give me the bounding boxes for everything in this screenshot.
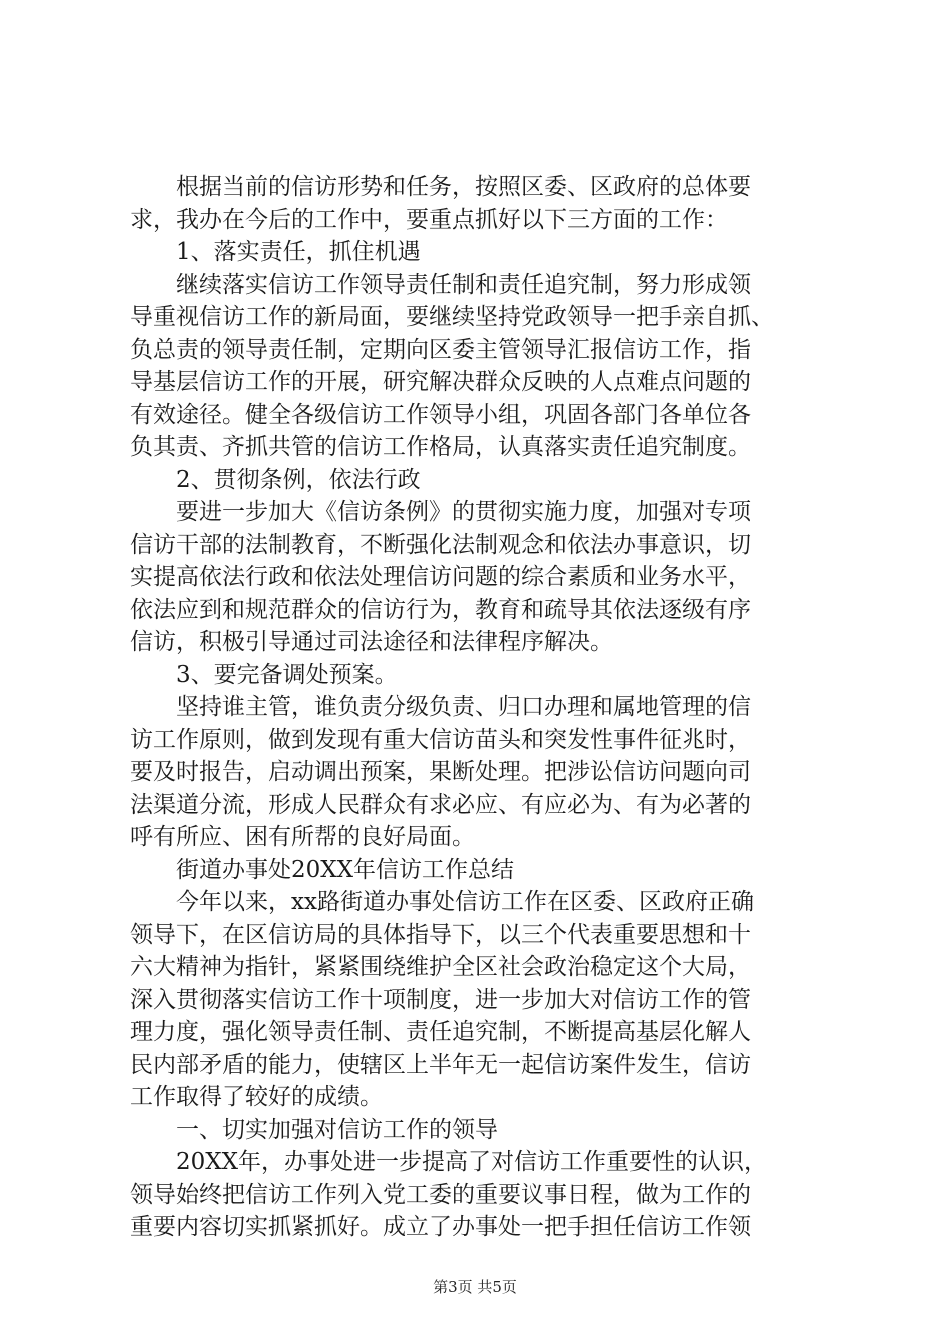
text-line: 要及时报告，启动调出预案，果断处理。把涉讼信访问题向司 (130, 759, 751, 785)
document-body (130, 171, 830, 1244)
text-line: 重要内容切实抓紧抓好。成立了办事处一把手担任信访工作领 (130, 1214, 751, 1240)
text-line: 20XX年，办事处进一步提高了对信访工作重要性的认识， (130, 1149, 768, 1175)
text-line: 街道办事处20XX年信访工作总结 (130, 856, 515, 883)
text-line: 3、要完备调处预案。 (130, 661, 398, 688)
text-line: 根据当前的信访形势和任务，按照区委、区政府的总体要 (130, 174, 751, 200)
text-line: 继续落实信访工作领导责任制和责任追究制，努力形成领 (130, 271, 751, 298)
text-line: 2、贯彻条例，依法行政 (130, 466, 421, 493)
text-line: 今年以来，xx路街道办事处信访工作在区委、区政府正确 (130, 889, 754, 915)
text-line: 有效途径。健全各级信访工作领导小组，巩固各部门各单位各 (130, 401, 751, 428)
text-line: 领导始终把信访工作列入党工委的重要议事日程，做为工作的 (130, 1181, 751, 1208)
text-line: 深入贯彻落实信访工作十项制度，进一步加大对信访工作的管 (130, 986, 751, 1013)
text-line: 工作取得了较好的成绩。 (130, 1084, 383, 1110)
text-line: 理力度，强化领导责任制、责任追究制，不断提高基层化解人 (130, 1019, 751, 1045)
text-line: 六大精神为指针，紧紧围绕维护全区社会政治稳定这个大局， (130, 954, 751, 980)
text-line: 实提高依法行政和依法处理信访问题的综合素质和业务水平， (130, 564, 751, 590)
text-line: 导基层信访工作的开展，研究解决群众反映的人点难点问题的 (130, 369, 751, 395)
page-footer: 第3页 共5页 (433, 1278, 517, 1296)
text-line: 呼有所应、困有所帮的良好局面。 (130, 824, 475, 850)
text-line: 信访，积极引导通过司法途径和法律程序解决。 (130, 629, 613, 655)
text-line: 访工作原则，做到发现有重大信访苗头和突发性事件征兆时， (130, 726, 751, 753)
text-line: 求，我办在今后的工作中，要重点抓好以下三方面的工作： (130, 206, 728, 233)
text-line: 依法应到和规范群众的信访行为，教育和疏导其依法逐级有序 (130, 596, 751, 623)
text-line: 法渠道分流，形成人民群众有求必应、有应必为、有为必著的 (130, 791, 751, 818)
text-line: 要进一步加大《信访条例》的贯彻实施力度，加强对专项 (130, 499, 751, 525)
text-line: 民内部矛盾的能力，使辖区上半年无一起信访案件发生，信访 (130, 1051, 751, 1078)
text-line: 1、落实责任，抓住机遇 (130, 239, 421, 265)
text-line: 坚持谁主管，谁负责分级负责、归口办理和属地管理的信 (130, 694, 751, 720)
text-line: 一、切实加强对信访工作的领导 (130, 1116, 498, 1143)
text-line: 导重视信访工作的新局面，要继续坚持党政领导一把手亲自抓、 (130, 304, 774, 330)
text-line: 领导下，在区信访局的具体指导下，以三个代表重要思想和十 (130, 921, 751, 948)
text-line: 负总责的领导责任制，定期向区委主管领导汇报信访工作，指 (130, 336, 751, 363)
text-line: 信访干部的法制教育，不断强化法制观念和依法办事意识，切 (130, 531, 751, 558)
text-line: 负其责、齐抓共管的信访工作格局，认真落实责任追究制度。 (130, 434, 751, 460)
